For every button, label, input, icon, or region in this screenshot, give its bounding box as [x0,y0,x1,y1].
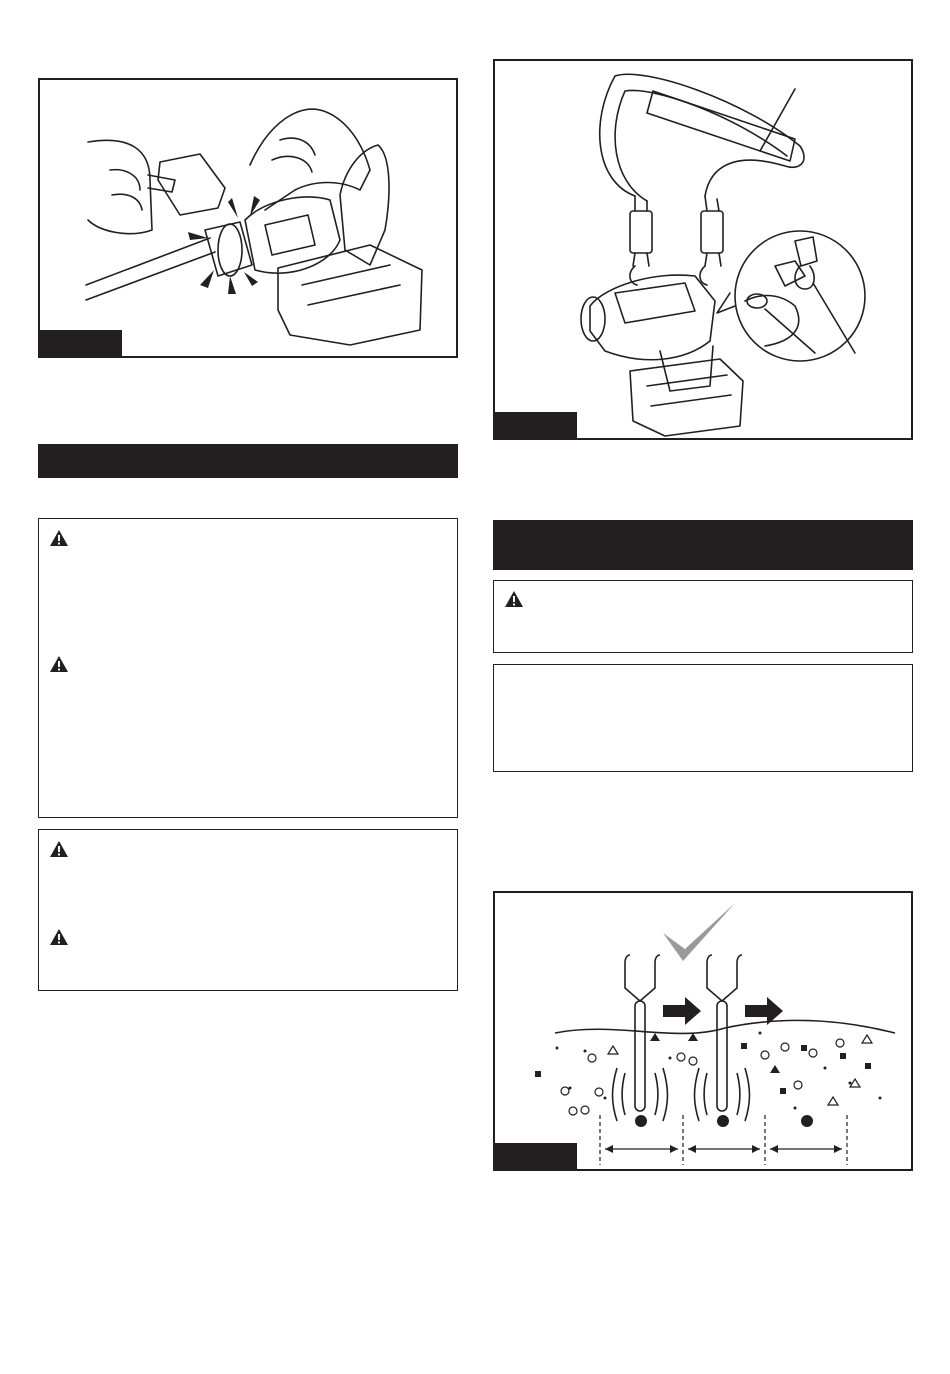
section-header-bar [38,444,458,478]
warning-box [493,580,913,653]
notice-box [493,664,913,772]
warning-box [38,518,458,818]
warning-triangle-icon [49,655,69,673]
arrow-right-icon [663,997,701,1025]
figure-tab [40,330,122,356]
figure-hammer-tapping [38,78,458,358]
shoulder-strap-illustration [495,61,913,440]
figure-insertion-spacing [493,891,913,1171]
checkmark-icon [663,903,735,961]
section-header-bar [493,520,913,570]
insertion-spacing-illustration [495,893,913,1171]
hammer-tapping-illustration [40,80,458,358]
warning-triangle-icon [504,590,524,608]
warning-box [38,829,458,991]
warning-triangle-icon [49,840,69,858]
warning-triangle-icon [49,529,69,547]
figure-tab [495,412,577,438]
figure-tab [495,1143,577,1169]
warning-triangle-icon [49,928,69,946]
figure-shoulder-strap [493,59,913,440]
